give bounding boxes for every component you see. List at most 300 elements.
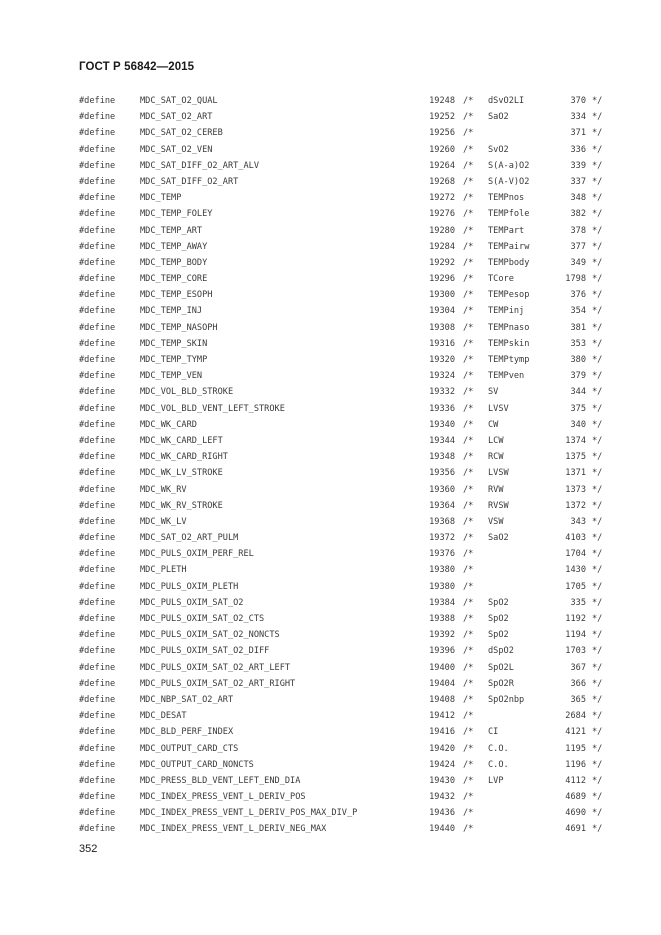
constant-value: 19300 (429, 290, 455, 301)
define-keyword: #define (79, 792, 116, 803)
comment-close: */ (592, 516, 603, 527)
ref-code: 1375 (565, 452, 586, 463)
abbreviation: S(A-a)O2 (488, 160, 530, 171)
constant-value: 19416 (429, 727, 455, 738)
constant-name: MDC_TEMP_TYMP (140, 355, 208, 365)
constant-value: 19268 (429, 176, 455, 187)
comment-open: /* (463, 435, 474, 446)
comment-open: /* (463, 209, 474, 220)
comment-close: */ (592, 759, 603, 770)
constant-value: 19316 (429, 338, 455, 349)
define-row (0, 191, 661, 207)
define-keyword: #define (79, 387, 116, 398)
comment-open: /* (463, 193, 474, 204)
define-row (0, 385, 661, 401)
define-keyword: #define (79, 403, 116, 414)
ref-code: 343 (570, 516, 586, 527)
comment-open: /* (463, 662, 474, 673)
ref-code: 375 (570, 403, 586, 414)
define-row (0, 207, 661, 223)
comment-open: /* (463, 112, 474, 123)
constant-name: MDC_TEMP_ART (140, 225, 203, 236)
ref-code: 340 (570, 419, 586, 430)
define-keyword: #define (79, 533, 116, 544)
comment-close: */ (592, 533, 603, 544)
comment-close: */ (592, 727, 603, 738)
ref-code: 1195 (565, 743, 586, 754)
comment-open: /* (463, 322, 474, 333)
constant-name: MDC_VOL_BLD_VENT_LEFT_STROKE (140, 403, 285, 414)
constant-value: 19292 (429, 257, 455, 268)
define-keyword: #define (79, 176, 116, 187)
constant-name: MDC_PULS_OXIM_SAT_O2_ART_RIGHT (140, 678, 296, 689)
abbreviation: TEMPinj (488, 306, 525, 317)
constant-value: 19348 (429, 452, 455, 463)
define-keyword: #define (79, 419, 116, 430)
ref-code: 380 (570, 355, 586, 365)
ref-code: 1372 (565, 500, 586, 511)
abbreviation: CI (488, 727, 499, 738)
constant-value: 19264 (429, 160, 455, 171)
abbreviation: TEMPart (488, 225, 525, 236)
define-row (0, 531, 661, 547)
comment-close: */ (592, 452, 603, 463)
abbreviation: TEMPven (488, 371, 525, 382)
define-keyword: #define (79, 128, 116, 139)
comment-close: */ (592, 371, 603, 382)
ref-code: 1798 (565, 274, 586, 285)
constant-value: 19280 (429, 225, 455, 236)
comment-open: /* (463, 808, 474, 819)
constant-name: MDC_SAT_O2_VEN (140, 144, 213, 155)
ref-code: 1705 (565, 581, 586, 592)
comment-open: /* (463, 484, 474, 495)
define-keyword: #define (79, 662, 116, 673)
constant-name: MDC_WK_LV (140, 516, 187, 527)
ref-code: 1374 (565, 435, 586, 446)
constant-value: 19396 (429, 646, 455, 657)
abbreviation: SvO2 (488, 144, 509, 155)
ref-code: 382 (570, 209, 586, 220)
define-row (0, 402, 661, 418)
define-row (0, 126, 661, 142)
ref-code: 4103 (565, 533, 586, 544)
abbreviation: TEMPskin (488, 338, 530, 349)
abbreviation: SpO2 (488, 597, 509, 608)
comment-close: */ (592, 614, 603, 624)
abbreviation: TEMPnaso (488, 322, 530, 333)
ref-code: 335 (570, 597, 586, 608)
define-keyword: #define (79, 452, 116, 463)
ref-code: 1196 (565, 759, 586, 770)
constant-value: 19380 (429, 565, 455, 576)
constant-value: 19360 (429, 484, 455, 495)
constant-value: 19400 (429, 662, 455, 673)
define-keyword: #define (79, 96, 116, 106)
constant-name: MDC_PULS_OXIM_PERF_REL (140, 549, 254, 560)
define-row (0, 94, 661, 110)
constant-value: 19440 (429, 824, 455, 835)
define-row (0, 110, 661, 126)
define-keyword: #define (79, 711, 116, 722)
ref-code: 371 (570, 128, 586, 139)
ref-code: 1430 (565, 565, 586, 576)
constant-name: MDC_VOL_BLD_STROKE (140, 387, 234, 398)
comment-open: /* (463, 468, 474, 479)
define-row (0, 143, 661, 159)
comment-open: /* (463, 144, 474, 155)
constant-name: MDC_SAT_O2_ART (140, 112, 213, 123)
constant-value: 19408 (429, 694, 455, 705)
define-keyword: #define (79, 371, 116, 382)
constant-value: 19256 (429, 128, 455, 139)
define-row (0, 369, 661, 385)
define-row (0, 450, 661, 466)
comment-close: */ (592, 581, 603, 592)
constant-value: 19272 (429, 193, 455, 204)
document-header: ГОСТ Р 56842—2015 (79, 61, 195, 73)
constant-value: 19344 (429, 435, 455, 446)
ref-code: 1192 (565, 614, 586, 624)
abbreviation: dSpO2 (488, 646, 514, 657)
define-keyword: #define (79, 112, 116, 123)
define-row (0, 547, 661, 563)
comment-close: */ (592, 775, 603, 786)
constant-value: 19260 (429, 144, 455, 155)
ref-code: 366 (570, 678, 586, 689)
comment-close: */ (592, 597, 603, 608)
comment-close: */ (592, 128, 603, 139)
comment-close: */ (592, 209, 603, 220)
comment-open: /* (463, 338, 474, 349)
comment-open: /* (463, 387, 474, 398)
comment-open: /* (463, 614, 474, 624)
constant-name: MDC_SAT_O2_CEREB (140, 128, 223, 139)
comment-close: */ (592, 711, 603, 722)
define-keyword: #define (79, 468, 116, 479)
constant-value: 19308 (429, 322, 455, 333)
comment-open: /* (463, 128, 474, 139)
constant-name: MDC_TEMP_NASOPH (140, 322, 218, 333)
comment-close: */ (592, 338, 603, 349)
constant-name: MDC_INDEX_PRESS_VENT_L_DERIV_POS (140, 792, 306, 803)
constant-name: MDC_TEMP_AWAY (140, 241, 208, 252)
comment-open: /* (463, 257, 474, 268)
abbreviation: C.O. (488, 743, 509, 754)
constant-name: MDC_PLETH (140, 565, 187, 576)
define-row (0, 272, 661, 288)
ref-code: 2684 (565, 711, 586, 722)
define-row (0, 693, 661, 709)
constant-name: MDC_PULS_OXIM_PLETH (140, 581, 239, 592)
constant-value: 19372 (429, 533, 455, 544)
comment-close: */ (592, 792, 603, 803)
abbreviation: dSvO2LI (488, 96, 525, 106)
define-keyword: #define (79, 614, 116, 624)
comment-close: */ (592, 403, 603, 414)
ref-code: 4121 (565, 727, 586, 738)
comment-open: /* (463, 711, 474, 722)
define-row (0, 159, 661, 175)
define-row (0, 822, 661, 838)
define-row (0, 709, 661, 725)
define-keyword: #define (79, 241, 116, 252)
ref-code: 381 (570, 322, 586, 333)
abbreviation: SaO2 (488, 533, 509, 544)
constant-name: MDC_BLD_PERF_INDEX (140, 727, 234, 738)
constant-value: 19430 (429, 775, 455, 786)
comment-close: */ (592, 225, 603, 236)
define-row (0, 596, 661, 612)
comment-open: /* (463, 727, 474, 738)
constant-name: MDC_TEMP_ESOPH (140, 290, 213, 301)
constant-value: 19380 (429, 581, 455, 592)
abbreviation: TEMPtymp (488, 355, 530, 365)
define-keyword: #define (79, 516, 116, 527)
constant-name: MDC_PULS_OXIM_SAT_O2_NONCTS (140, 630, 280, 641)
ref-code: 348 (570, 193, 586, 204)
constant-value: 19364 (429, 500, 455, 511)
ref-code: 367 (570, 662, 586, 673)
constant-name: MDC_NBP_SAT_O2_ART (140, 694, 234, 705)
define-row (0, 288, 661, 304)
ref-code: 4112 (565, 775, 586, 786)
abbreviation: LVSW (488, 468, 509, 479)
ref-code: 339 (570, 160, 586, 171)
constant-name: MDC_TEMP_FOLEY (140, 209, 213, 220)
abbreviation: SpO2 (488, 614, 509, 624)
define-keyword: #define (79, 678, 116, 689)
define-row (0, 256, 661, 272)
comment-close: */ (592, 144, 603, 155)
comment-close: */ (592, 500, 603, 511)
comment-open: /* (463, 306, 474, 317)
abbreviation: TEMPnos (488, 193, 525, 204)
comment-open: /* (463, 96, 474, 106)
abbreviation: SV (488, 387, 499, 398)
constant-name: MDC_INDEX_PRESS_VENT_L_DERIV_NEG_MAX (140, 824, 327, 835)
constant-value: 19340 (429, 419, 455, 430)
define-keyword: #define (79, 484, 116, 495)
define-row (0, 515, 661, 531)
comment-close: */ (592, 678, 603, 689)
define-keyword: #define (79, 581, 116, 592)
comment-close: */ (592, 435, 603, 446)
define-row (0, 806, 661, 822)
comment-close: */ (592, 274, 603, 285)
constant-name: MDC_INDEX_PRESS_VENT_L_DERIV_POS_MAX_DIV_P (140, 808, 358, 819)
constant-name: MDC_PULS_OXIM_SAT_O2_CTS (140, 614, 265, 624)
define-list (0, 94, 661, 839)
constant-value: 19276 (429, 209, 455, 220)
define-keyword: #define (79, 435, 116, 446)
define-keyword: #define (79, 290, 116, 301)
constant-name: MDC_TEMP (140, 193, 182, 204)
comment-close: */ (592, 824, 603, 835)
define-row (0, 661, 661, 677)
comment-close: */ (592, 193, 603, 204)
constant-value: 19388 (429, 614, 455, 624)
define-row (0, 774, 661, 790)
define-keyword: #define (79, 743, 116, 754)
define-keyword: #define (79, 225, 116, 236)
comment-open: /* (463, 630, 474, 641)
comment-open: /* (463, 241, 474, 252)
define-row (0, 499, 661, 515)
abbreviation: TEMPesop (488, 290, 530, 301)
define-keyword: #define (79, 646, 116, 657)
comment-open: /* (463, 274, 474, 285)
constant-name: MDC_TEMP_BODY (140, 257, 208, 268)
constant-name: MDC_SAT_DIFF_O2_ART (140, 176, 239, 187)
define-keyword: #define (79, 209, 116, 220)
comment-close: */ (592, 322, 603, 333)
constant-value: 19320 (429, 355, 455, 365)
comment-open: /* (463, 225, 474, 236)
abbreviation: SpO2L (488, 662, 514, 673)
comment-close: */ (592, 355, 603, 365)
comment-open: /* (463, 824, 474, 835)
comment-close: */ (592, 290, 603, 301)
comment-open: /* (463, 176, 474, 187)
constant-name: MDC_PRESS_BLD_VENT_LEFT_END_DIA (140, 775, 301, 786)
comment-open: /* (463, 500, 474, 511)
constant-value: 19296 (429, 274, 455, 285)
define-keyword: #define (79, 824, 116, 835)
define-keyword: #define (79, 355, 116, 365)
comment-open: /* (463, 792, 474, 803)
define-row (0, 224, 661, 240)
comment-open: /* (463, 581, 474, 592)
constant-name: MDC_SAT_O2_QUAL (140, 96, 218, 106)
comment-open: /* (463, 549, 474, 560)
abbreviation: SpO2 (488, 630, 509, 641)
comment-open: /* (463, 597, 474, 608)
define-keyword: #define (79, 597, 116, 608)
define-keyword: #define (79, 565, 116, 576)
ref-code: 378 (570, 225, 586, 236)
abbreviation: LCW (488, 435, 504, 446)
ref-code: 1373 (565, 484, 586, 495)
ref-code: 1704 (565, 549, 586, 560)
comment-close: */ (592, 549, 603, 560)
define-row (0, 612, 661, 628)
define-keyword: #define (79, 257, 116, 268)
ref-code: 334 (570, 112, 586, 123)
constant-value: 19376 (429, 549, 455, 560)
comment-close: */ (592, 694, 603, 705)
abbreviation: TEMPfole (488, 209, 530, 220)
abbreviation: RVSW (488, 500, 509, 511)
ref-code: 4689 (565, 792, 586, 803)
constant-name: MDC_OUTPUT_CARD_CTS (140, 743, 239, 754)
constant-value: 19384 (429, 597, 455, 608)
define-row (0, 758, 661, 774)
comment-close: */ (592, 468, 603, 479)
define-keyword: #define (79, 727, 116, 738)
constant-value: 19332 (429, 387, 455, 398)
define-keyword: #define (79, 775, 116, 786)
comment-open: /* (463, 355, 474, 365)
define-row (0, 337, 661, 353)
define-row (0, 628, 661, 644)
ref-code: 376 (570, 290, 586, 301)
abbreviation: SpO2nbp (488, 694, 525, 705)
comment-open: /* (463, 694, 474, 705)
define-row (0, 175, 661, 191)
constant-name: MDC_TEMP_INJ (140, 306, 203, 317)
define-row (0, 677, 661, 693)
ref-code: 344 (570, 387, 586, 398)
constant-name: MDC_TEMP_SKIN (140, 338, 208, 349)
constant-name: MDC_PULS_OXIM_SAT_O2 (140, 597, 244, 608)
abbreviation: SpO2R (488, 678, 514, 689)
comment-open: /* (463, 371, 474, 382)
abbreviation: S(A-V)O2 (488, 176, 530, 187)
comment-open: /* (463, 565, 474, 576)
define-row (0, 580, 661, 596)
constant-value: 19304 (429, 306, 455, 317)
constant-name: MDC_WK_RV (140, 484, 187, 495)
comment-close: */ (592, 112, 603, 123)
constant-value: 19432 (429, 792, 455, 803)
constant-value: 19420 (429, 743, 455, 754)
comment-close: */ (592, 96, 603, 106)
comment-open: /* (463, 516, 474, 527)
ref-code: 365 (570, 694, 586, 705)
define-row (0, 725, 661, 741)
comment-open: /* (463, 290, 474, 301)
define-row (0, 466, 661, 482)
define-keyword: #define (79, 759, 116, 770)
ref-code: 1703 (565, 646, 586, 657)
constant-value: 19356 (429, 468, 455, 479)
define-row (0, 418, 661, 434)
comment-close: */ (592, 808, 603, 819)
constant-name: MDC_TEMP_CORE (140, 274, 208, 285)
comment-open: /* (463, 533, 474, 544)
comment-open: /* (463, 759, 474, 770)
ref-code: 370 (570, 96, 586, 106)
define-row (0, 240, 661, 256)
define-keyword: #define (79, 549, 116, 560)
comment-close: */ (592, 630, 603, 641)
ref-code: 4691 (565, 824, 586, 835)
define-keyword: #define (79, 274, 116, 285)
define-row (0, 353, 661, 369)
constant-name: MDC_DESAT (140, 711, 187, 722)
comment-open: /* (463, 419, 474, 430)
constant-name: MDC_WK_CARD_LEFT (140, 435, 223, 446)
constant-name: MDC_OUTPUT_CARD_NONCTS (140, 759, 254, 770)
comment-close: */ (592, 257, 603, 268)
comment-close: */ (592, 484, 603, 495)
abbreviation: RCW (488, 452, 504, 463)
constant-value: 19424 (429, 759, 455, 770)
define-keyword: #define (79, 630, 116, 641)
comment-open: /* (463, 678, 474, 689)
page-number: 352 (79, 843, 98, 855)
define-row (0, 563, 661, 579)
comment-open: /* (463, 646, 474, 657)
ref-code: 353 (570, 338, 586, 349)
define-keyword: #define (79, 306, 116, 317)
comment-open: /* (463, 160, 474, 171)
define-row (0, 321, 661, 337)
constant-value: 19436 (429, 808, 455, 819)
comment-close: */ (592, 176, 603, 187)
comment-open: /* (463, 403, 474, 414)
